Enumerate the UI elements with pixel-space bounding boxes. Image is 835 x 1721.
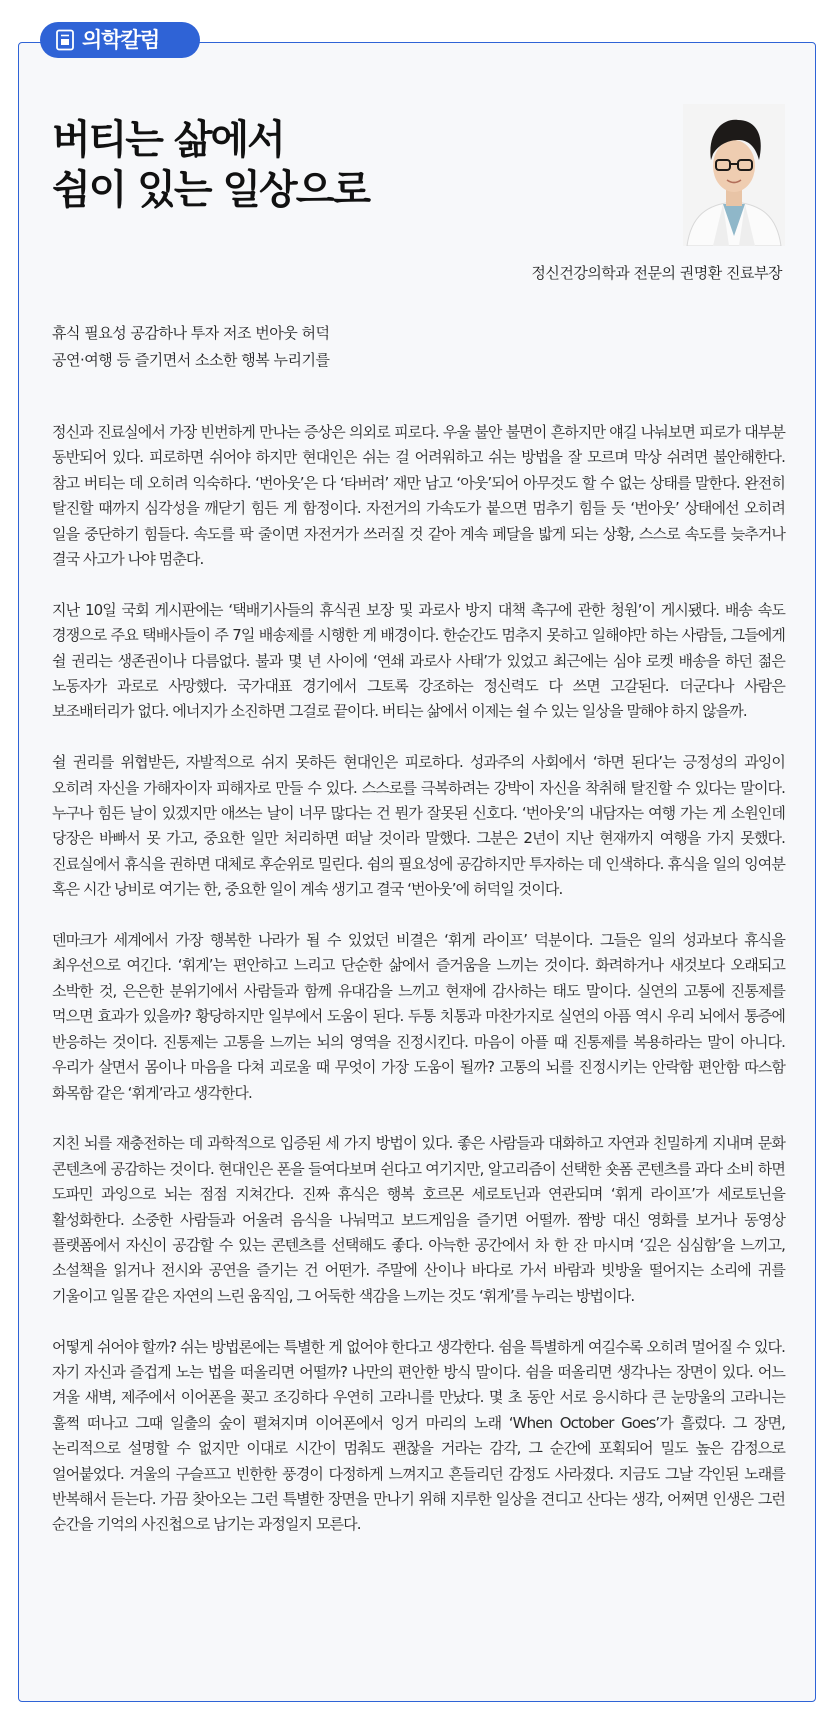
badge-label: 의학칼럼 <box>82 27 160 52</box>
paragraph: 어떻게 쉬어야 할까? 쉬는 방법론에는 특별한 게 없어야 한다고 생각한다. 쉼을 특별하게 여길수록 오히려 멀어질 수 있다. 자기 자신과 즐겁게 노는 법을 떠올리면 어떨까? 나만의 편안한 방식 말이다. 쉼을 떠올리면 생각나는 장면이 있다. 어느 겨울 새벽, 제주에서 이어폰을 꽂고 조깅하다 우연히 고라니를 만났다. 몇 초 동안 서로 응시하다 큰 눈망울의 고라니는 훌쩍 떠나고 그때 일출의 숲이 펼쳐지며 이어폰에서 잉거 마리의 노래 ‘When October Goes’가 흘렀다. 그 장면, 논리적으로 설명할 수 없지만 이대로 시간이 멈춰도 괜찮을 거라는 감각, 그 순간에 포획되어 밀도 높은 감정으로 얼어붙었다. 겨울의 구슬프고 빈한한 풍경이 다정하게 느껴지고 흔들리던 감정도 사라졌다. 지금도 그날 각인된 노래를 반복해서 듣는다. 가끔 찾아오는 그런 특별한 장면을 만나기 위해 지루한 일상을 견디고 산다는 생각, 어쩌면 인생은 그런 순간을 기억의 사진첩으로 남기는 과정일지 모른다. <box>52 1337 785 1534</box>
article-body <box>52 420 785 1563</box>
document-icon <box>54 29 76 51</box>
author-photo <box>683 104 785 246</box>
paragraph: 정신과 진료실에서 가장 빈번하게 만나는 증상은 의외로 피로다. 우울 불안 불면이 흔하지만 얘길 나눠보면 피로가 대부분 동반되어 있다. 피로하면 쉬어야 하지만 현대인은 쉬는 걸 어려워하고 쉬는 방법을 잘 모르며 막상 쉬려면 불안해한다. 참고 버티는 데 오히려 익숙하다. ‘번아웃’은 다 ‘타버려’ 재만 남고 ‘아웃’되어 아무것도 할 수 없는 상태를 말한다. 완전히 탈진할 때까지 심각성을 깨닫기 힘든 게 함정이다. 자전거의 가속도가 붙으면 멈추기 힘들 듯 ‘번아웃’ 상태에선 오히려 일을 중단하기 힘들다. 속도를 팍 줄이면 자전거가 쓰러질 것 같아 계속 페달을 밟게 되는 상황, 스스로 속도를 늦추거나 결국 사고가 나야 멈춘다. <box>52 423 785 569</box>
subheading: 휴식 필요성 공감하나 투자 저조 번아웃 허덕 <box>52 324 330 342</box>
paragraph: 덴마크가 세계에서 가장 행복한 나라가 될 수 있었던 비결은 ‘휘게 라이프’ 덕분이다. 그들은 일의 성과보다 휴식을 최우선으로 여긴다. ‘휘게’는 편안하고 느리고 단순한 삶에서 즐거움을 느끼는 것이다. 화려하거나 새것보다 오래되고 소박한 것, 은은한 분위기에서 사람들과 함께 유대감을 느끼고 현재에 감사하는 태도 말이다. 실연의 고통에 진통제를 먹으면 효과가 있을까? 황당하지만 일부에서 도움이 된다. 두통 치통과 마찬가지로 실연의 아픔 역시 우리 뇌에서 통증에 반응하는 것이다. 진통제는 고통을 느끼는 뇌의 영역을 진정시킨다. 마음이 아플 때 진통제를 복용하라는 말이 아니다. 우리가 살면서 몸이나 마음을 다쳐 괴로울 때 무엇이 가장 도움이 될까? 고통의 뇌를 진정시키는 안락함 편안함 따스함 화목함 같은 ‘휘게’라고 생각한다. <box>52 931 785 1102</box>
title-line: 쉼이 있는 일상으로 <box>52 167 369 213</box>
subheadings <box>52 320 329 374</box>
paragraph: 쉴 권리를 위협받든, 자발적으로 쉬지 못하든 현대인은 피로하다. 성과주의 사회에서 ‘하면 된다’는 긍정성의 과잉이 오히려 자신을 가해자이자 피해자로 만들 수 있다. 스스로를 극복하려는 강박이 자신을 착취해 탈진할 수 있다는 말이다. 누구나 힘든 날이 있겠지만 애쓰는 날이 너무 많다는 건 뭔가 잘못된 신호다. ‘번아웃’의 내담자는 여행 가는 게 소원인데 당장은 바빠서 못 가고, 중요한 일만 처리하면 떠날 것이라 말했다. 그분은 2년이 지난 현재까지 여행을 가지 못했다. 진료실에서 휴식을 권하면 대체로 후순위로 밀린다. 쉼의 필요성에 공감하지만 투자하는 데 인색하다. 휴식을 일의 잉여분 혹은 시간 낭비로 여기는 한, 중요한 일이 계속 생기고 결국 ‘번아웃’에 허덕일 것이다. <box>52 753 785 899</box>
article-title <box>52 115 369 215</box>
title-line: 버티는 삶에서 <box>52 117 284 163</box>
column-badge <box>40 22 200 58</box>
author-byline: 정신건강의학과 전문의 권명환 진료부장 <box>531 264 782 282</box>
paragraph: 지친 뇌를 재충전하는 데 과학적으로 입증된 세 가지 방법이 있다. 좋은 사람들과 대화하고 자연과 친밀하게 지내며 문화 콘텐츠에 공감하는 것이다. 현대인은 폰을 들여다보며 쉰다고 여기지만, 알고리즘이 선택한 숏폼 콘텐츠를 과다 소비 하면 도파민 과잉으로 뇌는 점점 지쳐간다. 진짜 휴식은 행복 호르몬 세로토닌과 연관되며 ‘휘게 라이프’가 세로토닌을 활성화한다. 소중한 사람들과 어울려 음식을 나눠먹고 보드게임을 즐기면 어떨까. 짬방 대신 영화를 보거나 동영상 플랫폼에서 자신이 공감할 수 있는 콘텐츠를 선택해도 좋다. 아늑한 공간에서 차 한 잔 마시며 ‘깊은 심심함’을 느끼고, 소설책을 읽거나 전시와 공연을 즐기는 건 어떤가. 주말에 산이나 바다로 가서 바람과 빗방울 떨어지는 소리에 귀를 기울이고 일몰 같은 자연의 느린 움직임, 그 어둑한 색감을 느끼는 것도 ‘휘게’를 누리는 방법이다. <box>52 1134 785 1305</box>
paragraph: 지난 10일 국회 게시판에는 ‘택배기사들의 휴식권 보장 및 과로사 방지 대책 촉구에 관한 청원’이 게시됐다. 배송 속도 경쟁으로 주요 택배사들이 주 7일 배송제를 시행한 게 배경이다. 한순간도 멈추지 못하고 일해야만 하는 사람들, 그들에게 쉴 권리는 생존권이나 다름없다. 불과 몇 년 사이에 ‘연쇄 과로사 사태’가 있었고 최근에는 심야 로켓 배송을 하던 젊은 노동자가 과로로 사망했다. 국가대표 경기에서 그토록 강조하는 정신력도 다 쓰면 고갈된다. 더군다나 사람은 보조배터리가 없다. 에너지가 소진하면 그걸로 끝이다. 버티는 삶에서 이제는 쉴 수 있는 일상을 말해야 하지 않을까. <box>52 600 785 721</box>
subheading: 공연·여행 등 즐기면서 소소한 행복 누리기를 <box>52 351 330 369</box>
